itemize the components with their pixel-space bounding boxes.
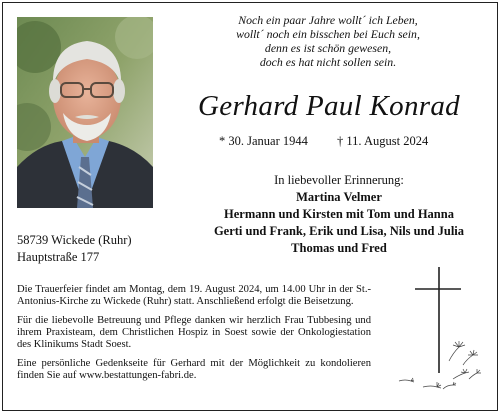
family-line: Martina Velmer: [296, 190, 382, 204]
address: [17, 232, 132, 266]
family-line: Thomas und Fred: [291, 241, 387, 255]
notice-text: [17, 284, 371, 389]
thanks-paragraph: Für die liebevolle Betreuung und Pflege danken wir herzlich Frau Tubbesing und ihrem Praxisteam, dem Christlichen Hospiz in Soest sowie der Onkologiestation des Klinikums Stadt Soest.: [17, 315, 371, 350]
poem-line: doch es hat nicht sollen sein.: [259, 55, 397, 69]
family-line: Gerti und Frank, Erik und Lisa, Nils und Julia: [213, 224, 465, 238]
funeral-paragraph: Die Trauerfeier findet am Montag, dem 19. August 2024, um 14.00 Uhr in der St.-Antonius-Kirche zu Wickede (Ruhr) statt. Anschließend erfolgt die Beisetzung.: [17, 284, 371, 307]
poem-line: Noch ein paar Jahre wollt´ ich Leben,: [238, 13, 418, 27]
family-line: Hermann und Kirsten mit Tom und Hanna: [224, 207, 454, 221]
poem-line: wollt´ noch ein bisschen bei Euch sein,: [236, 27, 420, 41]
address-city: 58739 Wickede (Ruhr): [17, 233, 132, 247]
cross-icon: [415, 267, 461, 373]
death-date: † 11. August 2024: [337, 134, 429, 148]
birth-date: * 30. Januar 1944: [219, 134, 308, 148]
mourners: [179, 172, 498, 257]
poem: [187, 13, 469, 69]
dandelion-seeds-icon: [399, 341, 481, 389]
portrait-photo: [17, 17, 153, 208]
obituary-notice: [2, 2, 498, 411]
deceased-name: Gerhard Paul Konrad: [198, 90, 460, 122]
mourners-intro: In liebevoller Erinnerung:: [274, 173, 404, 187]
poem-line: denn es ist schön gewesen,: [264, 41, 392, 55]
cross-art: [387, 261, 495, 407]
memorial-paragraph: Eine persönliche Gedenkseite für Gerhard mit der Möglichkeit zu kondolieren finden Sie auf www.bestattungen-fabri.de.: [17, 358, 371, 381]
address-street: Hauptstraße 177: [17, 250, 100, 264]
